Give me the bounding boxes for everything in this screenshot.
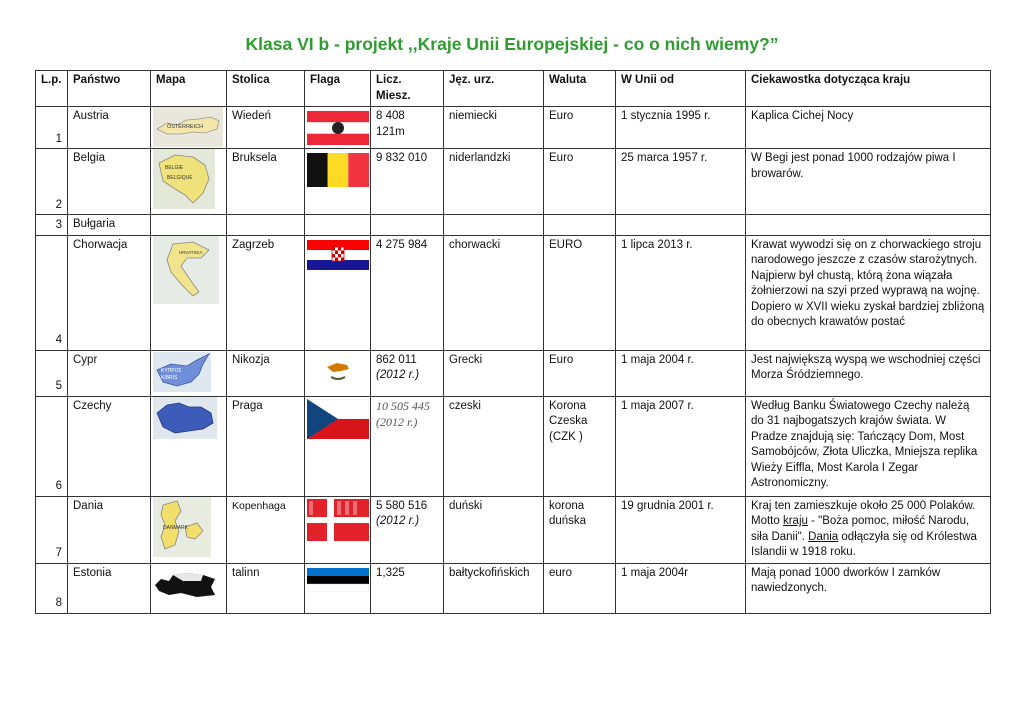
fact: Krawat wywodzi się on z chorwackiego stroju narodowego jeszcze z czasów starożytnych. Najpierw był chustą, którą żona wiązała żołnierzowi na szyi przed wyprawą na wojnę. Dopiero w XVII wieku zyskał bardziej zbliżoną do obecnych krawatów postać	[746, 235, 991, 350]
population: 4 275 984	[371, 235, 444, 350]
country-flag	[305, 107, 371, 149]
country-map	[151, 496, 227, 563]
country-flag	[305, 563, 371, 613]
fact: Jest największą wyspą we wschodniej części Morza Śródziemnego.	[746, 350, 991, 396]
croatia-flag	[307, 240, 369, 270]
czech-flag	[307, 399, 369, 439]
language: chorwacki	[444, 235, 544, 350]
currency: Korona Czeska (CZK )	[544, 396, 616, 496]
header-language: Jęz. urz.	[444, 71, 544, 107]
population: 9 832 010	[371, 149, 444, 215]
capital: Bruksela	[227, 149, 305, 215]
cyprus-flag	[307, 355, 369, 385]
population: 862 011 (2012 r.)	[371, 350, 444, 396]
country-name: Dania	[68, 496, 151, 563]
country-name: Czechy	[68, 396, 151, 496]
capital: Praga	[227, 396, 305, 496]
fact-link[interactable]: kraju	[782, 515, 808, 527]
header-country: Państwo	[68, 71, 151, 107]
capital: talinn	[227, 563, 305, 613]
denmark-map-image	[153, 497, 211, 557]
eu-since: 1 lipca 2013 r.	[616, 235, 746, 350]
map-label: HRVATSKA	[179, 249, 203, 255]
row-number: 3	[36, 215, 68, 236]
fact: Według Banku Światowego Czechy należą do 31 najbogatszych krajów świata. W Pradze znajdują się: Tańczący Dom, Most Samobójców, Złota Uliczka, Mniejsza replika Wieży Eiffla, Most Karola I Zegar Astronomiczny.	[746, 396, 991, 496]
map-label: BELGIQUE	[167, 175, 193, 181]
currency: Euro	[544, 149, 616, 215]
capital: Nikozja	[227, 350, 305, 396]
map-label: ΚΥΠΡΟΣ	[161, 367, 182, 374]
denmark-flag	[307, 499, 369, 541]
table-row	[36, 396, 991, 496]
eu-since: 19 grudnia 2001 r.	[616, 496, 746, 563]
language: niemiecki	[444, 107, 544, 149]
currency: korona duńska	[544, 496, 616, 563]
country-map	[151, 396, 227, 496]
country-name: Estonia	[68, 563, 151, 613]
country-name: Cypr	[68, 350, 151, 396]
country-map	[151, 107, 227, 149]
country-flag	[305, 496, 371, 563]
header-row	[36, 71, 991, 107]
row-number: 1	[36, 107, 68, 149]
capital: Kopenhaga	[227, 496, 305, 563]
country-flag	[305, 235, 371, 350]
language: niderlandzki	[444, 149, 544, 215]
map-label: KIBRIS	[161, 374, 178, 381]
eu-since: 25 marca 1957 r.	[616, 149, 746, 215]
map-label: DANMARK	[163, 524, 189, 531]
austria-flag	[307, 111, 369, 145]
row-number: 2	[36, 149, 68, 215]
fact: Kaplica Cichej Nocy	[746, 107, 991, 149]
header-population: Licz. Miesz.	[371, 71, 444, 107]
fact-link[interactable]: Dania	[808, 530, 839, 543]
population: 8 408 121m	[371, 107, 444, 149]
country-map	[151, 350, 227, 396]
eu-since: 1 maja 2007 r.	[616, 396, 746, 496]
language: duński	[444, 496, 544, 563]
currency: euro	[544, 563, 616, 613]
fact: Mają ponad 1000 dworków I zamków nawiedzonych.	[746, 563, 991, 613]
header-flag: Flaga	[305, 71, 371, 107]
header-map: Mapa	[151, 71, 227, 107]
currency: EURO	[544, 235, 616, 350]
map-label: BELGIE	[165, 165, 184, 171]
eu-countries-table	[35, 70, 991, 614]
table-row	[36, 107, 991, 149]
header-currency: Waluta	[544, 71, 616, 107]
country-map	[151, 563, 227, 613]
currency: Euro	[544, 350, 616, 396]
country-name: Austria	[68, 107, 151, 149]
croatia-map-image	[153, 236, 219, 304]
czech-map-image	[153, 397, 217, 439]
currency: Euro	[544, 107, 616, 149]
eu-since: 1 maja 2004r	[616, 563, 746, 613]
map-label: ÖSTERREICH	[167, 124, 204, 130]
header-lp: L.p.	[36, 71, 68, 107]
population: 10 505 445 (2012 r.)	[371, 396, 444, 496]
language: Grecki	[444, 350, 544, 396]
language: czeski	[444, 396, 544, 496]
capital: Wiedeń	[227, 107, 305, 149]
country-map	[151, 149, 227, 215]
row-number: 4	[36, 235, 68, 350]
population: 1,325	[371, 563, 444, 613]
estonia-map-image	[153, 567, 219, 601]
header-eu-since: W Unii od	[616, 71, 746, 107]
fact: Kraj ten zamieszkuje około 25 000 Polaków. Motto kraju - "Boża pomoc, miłość Narodu, siła Danii". Dania odłączyła się od Królestwa Islandii w 1918 roku.	[746, 496, 991, 563]
capital: Zagrzeb	[227, 235, 305, 350]
population: 5 580 516 (2012 r.)	[371, 496, 444, 563]
country-flag	[305, 149, 371, 215]
row-number: 7	[36, 496, 68, 563]
belgium-map-image	[153, 149, 215, 209]
fact: W Begi jest ponad 1000 rodzajów piwa I browarów.	[746, 149, 991, 215]
row-number: 8	[36, 563, 68, 613]
cyprus-map-image	[153, 352, 211, 392]
table-row	[36, 215, 991, 236]
country-flag	[305, 396, 371, 496]
eu-since: 1 stycznia 1995 r.	[616, 107, 746, 149]
country-name: Chorwacja	[68, 235, 151, 350]
austria-map-image	[153, 107, 223, 147]
page-title: Klasa VI b - projekt ,,Kraje Unii Europejskiej - co o nich wiemy?”	[245, 34, 779, 54]
header-fact: Ciekawostka dotycząca kraju	[746, 71, 991, 107]
language: bałtyckofińskich	[444, 563, 544, 613]
country-flag	[305, 350, 371, 396]
belgium-flag	[307, 153, 369, 187]
estonia-flag	[307, 568, 369, 592]
table-row	[36, 235, 991, 350]
header-capital: Stolica	[227, 71, 305, 107]
country-name: Bułgaria	[68, 215, 151, 236]
row-number: 6	[36, 396, 68, 496]
table-row	[36, 563, 991, 613]
table-row	[36, 496, 991, 563]
table-row	[36, 149, 991, 215]
table-row	[36, 350, 991, 396]
row-number: 5	[36, 350, 68, 396]
country-name: Belgia	[68, 149, 151, 215]
eu-since: 1 maja 2004 r.	[616, 350, 746, 396]
country-map	[151, 235, 227, 350]
